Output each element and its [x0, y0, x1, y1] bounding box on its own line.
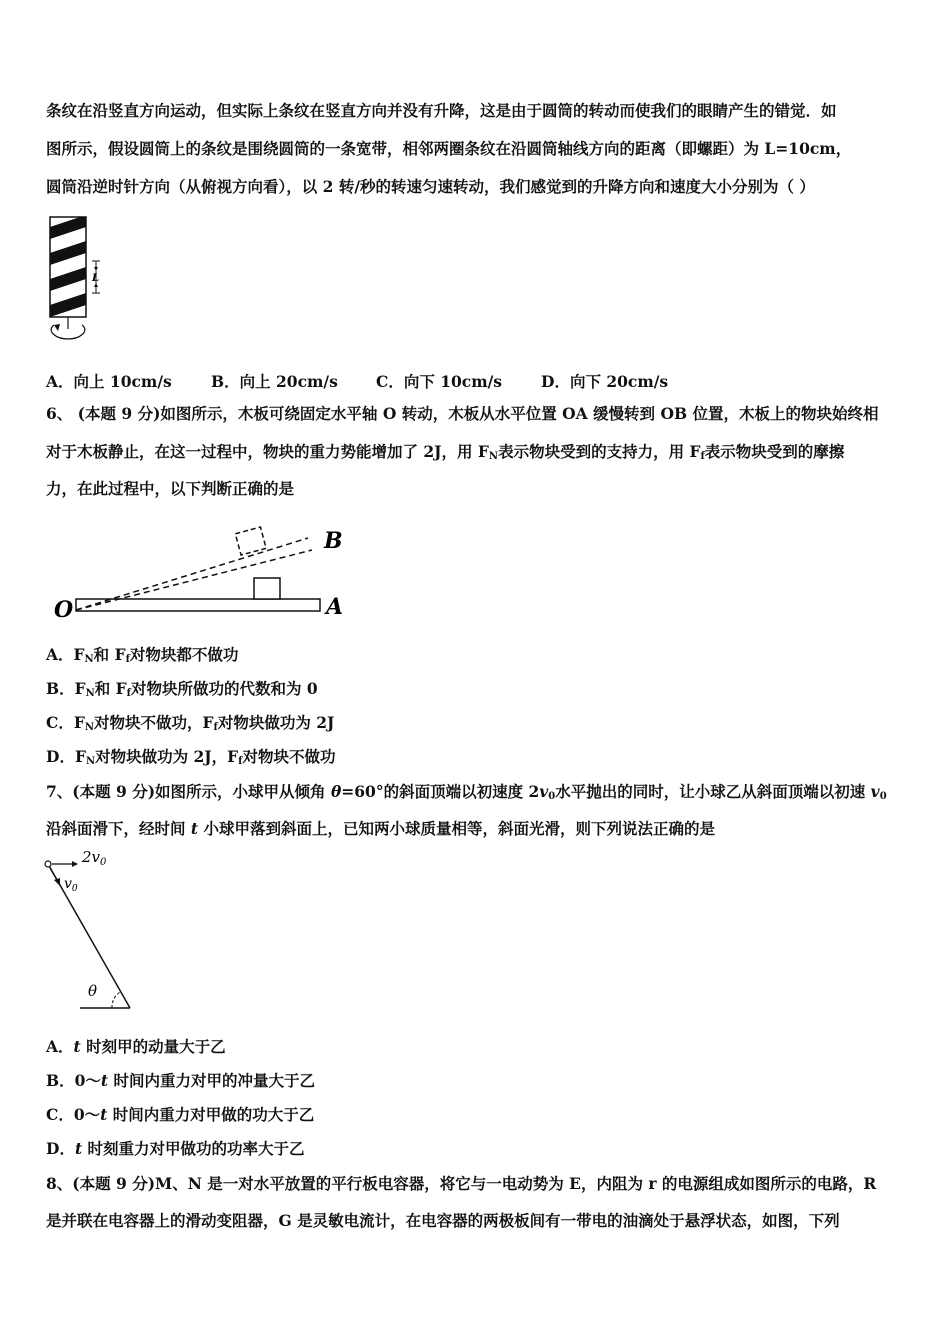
- point-b-label: B: [324, 528, 343, 554]
- q5-option-c[interactable]: C．向下 10cm/s: [376, 372, 503, 391]
- point-o-label: O: [54, 597, 74, 623]
- q6-option-c[interactable]: C．$F_N$对物块不做功，$F_f$对物块做功为 2J: [46, 713, 335, 733]
- striped-cylinder-figure: [44, 213, 114, 343]
- q7-fig-label-theta: θ: [88, 982, 98, 1000]
- q5-text-line-2: 图所示，假设圆筒上的条纹是围绕圆筒的一条宽带，相邻两圈条纹在沿圆筒轴线方向的距离（即螺距）为 L=10cm，: [46, 139, 852, 158]
- q7-fig-label-v0: $v_0$: [64, 876, 78, 894]
- q6-text-line-1: 6、 (本题 9 分)如图所示，木板可绕固定水平轴 O 转动，木板从水平位置 OA 缓慢转到 OB 位置，木板上的物块始终相: [46, 404, 879, 423]
- q6-option-a[interactable]: A．$F_N$和 $F_f$对物块都不做功: [46, 645, 239, 665]
- q7-option-a[interactable]: A．t 时刻甲的动量大于乙: [46, 1037, 226, 1056]
- q6-option-b[interactable]: B．$F_N$和 $F_f$对物块所做功的代数和为 0: [46, 679, 318, 699]
- q6-text-line-2: 对于木板静止，在这一过程中，物块的重力势能增加了 2J，用 $F_N$表示物块受到的支持力，用 $F_f$表示物块受到的摩擦: [46, 442, 845, 462]
- q7-option-b[interactable]: B．0～t 时间内重力对甲的冲量大于乙: [46, 1071, 315, 1090]
- q5-options: [46, 370, 668, 392]
- q7-fig-label-2v0: $2v_0$: [82, 848, 107, 868]
- q5-text-line-1: 条纹在沿竖直方向运动，但实际上条纹在竖直方向并没有升降，这是由于圆筒的转动而使我们的眼睛产生的错觉．如: [46, 101, 837, 120]
- q5-option-d[interactable]: D．向下 20cm/s: [541, 372, 669, 391]
- q6-option-d[interactable]: D．$F_N$对物块做功为 2J，$F_f$对物块不做功: [46, 747, 336, 767]
- q6-text-line-3: 力，在此过程中，以下判断正确的是: [46, 479, 295, 498]
- q5-option-a[interactable]: A．向上 10cm/s: [46, 372, 172, 391]
- q7-option-c[interactable]: C．0～t 时间内重力对甲做的功大于乙: [46, 1105, 315, 1124]
- q5-option-b[interactable]: B．向上 20cm/s: [211, 372, 338, 391]
- q7-text-line-1: 7、(本题 9 分)如图所示，小球甲从倾角 θ=60°的斜面顶端以初速度 $2v_0$水平抛出的同时，让小球乙从斜面顶端以初速 $v_0$: [46, 782, 887, 802]
- rotating-board-figure: [50, 520, 360, 625]
- q8-text-line-2: 是并联在电容器上的滑动变阻器，G 是灵敏电流计，在电容器的两极板间有一带电的油滴处于悬浮状态，如图，下列: [46, 1211, 840, 1230]
- point-a-label: A: [326, 594, 344, 620]
- q7-option-d[interactable]: D．t 时刻重力对甲做功的功率大于乙: [46, 1139, 305, 1158]
- q5-figure-label-L: L: [92, 273, 100, 284]
- q7-text-line-2: 沿斜面滑下，经时间 t 小球甲落到斜面上，已知两小球质量相等，斜面光滑，则下列说法正确的是: [46, 819, 715, 838]
- incline-figure: [40, 846, 150, 1016]
- q8-text-line-1: 8、(本题 9 分)M、N 是一对水平放置的平行板电容器，将它与一电动势为 E，内阻为 r 的电源组成如图所示的电路，R: [46, 1174, 877, 1193]
- q5-text-line-3: 圆筒沿逆时针方向（从俯视方向看），以 2 转/秒的转速匀速转动，我们感觉到的升降方向和速度大小分别为（ ）: [46, 177, 815, 196]
